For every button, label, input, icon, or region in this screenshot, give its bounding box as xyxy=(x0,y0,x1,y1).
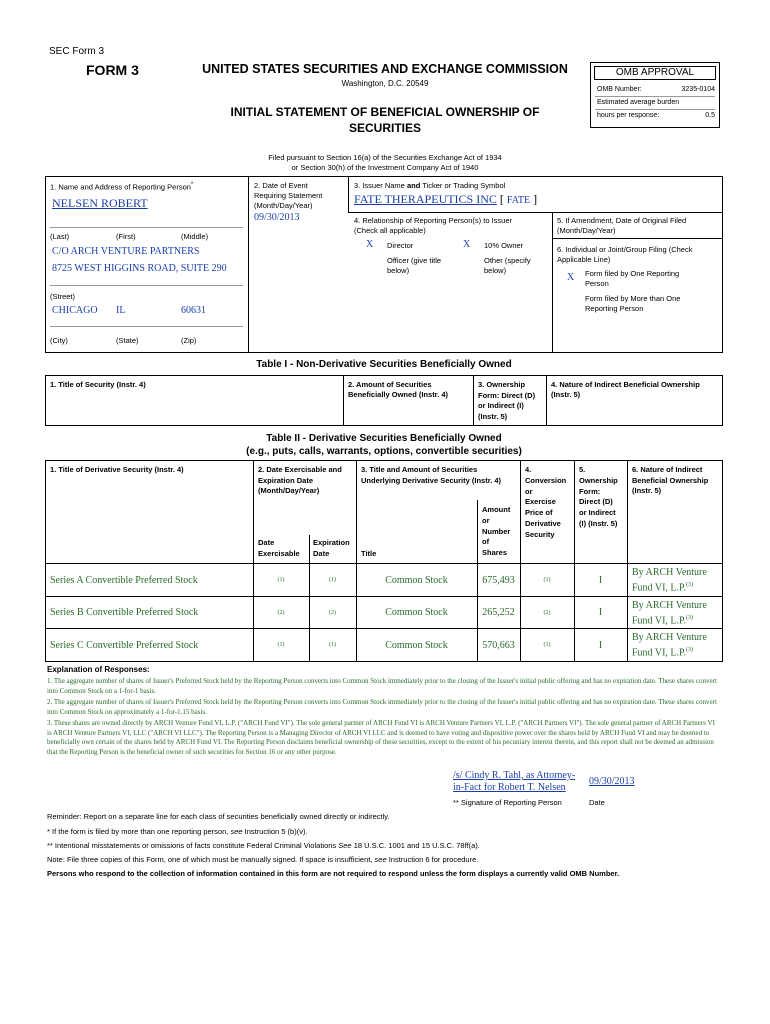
note-text: Note: File three copies of this Form, one of which must be manually signed. If space is insufficient, see Instruction 6 for procedure. xyxy=(47,855,479,864)
omb-number-value: 3235-0104 xyxy=(681,86,715,93)
last-label: (Last) xyxy=(50,232,70,241)
row-expiration: (1) xyxy=(329,577,336,583)
signature-label: ** Signature of Reporting Person xyxy=(453,798,562,807)
event-date-label: 2. Date of Event Requiring Statement (Month/Day/Year) xyxy=(254,181,323,210)
t2-col-dates: 2. Date Exercisable and Expiration Date (Month/Day/Year) xyxy=(258,465,342,495)
commission-location: Washington, D.C. 20549 xyxy=(341,79,429,88)
omb-approval-box xyxy=(590,62,720,128)
ten-percent-owner-checkmark: X xyxy=(463,239,471,250)
row-security: Series A Convertible Preferred Stock xyxy=(50,574,198,586)
row-exercisable: (1) xyxy=(277,642,285,648)
row-shares: 675,493 xyxy=(482,574,515,586)
amendment-label: 5. If Amendment, Date of Original Filed (Month/Day/Year) xyxy=(557,216,687,235)
filed-pursuant-2: or Section 30(h) of the Investment Company Act of 1940 xyxy=(291,163,479,172)
one-person-label: Form filed by One Reporting Person xyxy=(585,269,680,288)
explanation-notes xyxy=(47,677,717,757)
t1-col-amount: 2. Amount of Securities Beneficially Owned (Instr. 4) xyxy=(348,380,449,399)
statement-title-2: SECURITIES xyxy=(348,121,421,135)
row-nature: By ARCH Venture Fund VI, L.P.$^{(3)}$ xyxy=(632,632,707,659)
t2-col-underlying: 3. Title and Amount of Securities Underlying Derivative Security (Instr. 4) xyxy=(361,465,502,485)
row-price: (1) xyxy=(543,577,551,583)
omb-hours-label: hours per response: xyxy=(597,112,660,119)
row-nature: By ARCH Venture Fund VI, L.P.$^{(3)}$ xyxy=(632,600,707,627)
state-label: (State) xyxy=(116,336,139,345)
footnote-2: 2. The aggregate number of shares of Issuer's Preferred Stock held by the Reporting Person converts into Common Stock immediately prior to the closing of the Issuer's initial public offering and has no expiration date. These shares convert into Common Stock on approximately a 1-for-1.15 basis. xyxy=(47,698,717,716)
row-price: (2) xyxy=(543,609,551,616)
row-security: Series C Convertible Preferred Stock xyxy=(50,639,199,651)
signature-date: 09/30/2013 xyxy=(589,776,635,787)
reminder-text: Reminder: Report on a separate line for each class of securities beneficially owned directly or indirectly. xyxy=(47,812,390,821)
first-label: (First) xyxy=(116,232,136,241)
other-label: Other (specify below) xyxy=(484,256,531,275)
footnote-3: 3. These shares are owned directly by ARCH Venture Fund VI, L.P. ("ARCH Fund VI"). The sole general partner of ARCH Fund VI is ARCH Venture Partners VI, L.P. ("ARCH Partners VI"). The sole general partner of ARCH Partners VI is ARCH Venture Partners VI, LLC ("ARCH VI LLC"). The Reporting Person is a Managing Director of ARCH VI LLC and is deemed to have voting and dispositive power over the shares held by ARCH Fund VI and may be deemed to beneficially own certain of the shares held by ARCH Fund VI. The Reporting Person disclaims beneficial ownership of these securities, except to the extent of his pecuniary interest therein, and this report shall not be deemed an admission that the Reporting Person is the beneficial owner of such securities for Section 16 or any other purpose. xyxy=(47,719,715,756)
explanation-title: Explanation of Responses: xyxy=(47,665,150,674)
zip-value: 60631 xyxy=(181,305,206,316)
table-2-title-1: Table II - Derivative Securities Beneficially Owned xyxy=(266,433,502,444)
t2-subcol-exercisable: Date Exercisable xyxy=(258,538,300,558)
signature-date-label: Date xyxy=(589,798,605,807)
more-persons-label: Form filed by More than One Reporting Person xyxy=(585,294,681,313)
row-title: Common Stock xyxy=(385,607,448,618)
director-label: Director xyxy=(387,241,414,250)
issuer-label: 3. Issuer Name and Ticker or Trading Symbol xyxy=(354,181,506,190)
omb-hours-value: 0.5 xyxy=(705,112,715,119)
footnote-1: 1. The aggregate number of shares of Issuer's Preferred Stock held by the Reporting Person converts into Common Stock immediately prior to the closing of the Issuer's initial public offering and has no expiration date. These shares convert into Common Stock on a 1-for-1 basis. xyxy=(47,677,717,695)
director-checkmark: X xyxy=(366,239,374,250)
signature-link[interactable]: /s/ Cindy R. Tahl, as Attorney- in-Fact for Robert T. Nelsen xyxy=(453,770,576,793)
row-title: Common Stock xyxy=(385,574,448,586)
t2-col-conversion: 4. Conversion or Exercise Price of Derivative Security xyxy=(525,465,567,539)
relationship-label: 4. Relationship of Reporting Person(s) to Issuer (Check all applicable) xyxy=(354,216,512,235)
footnote-double-star: ** Intentional misstatements or omissions of facts constitute Federal Criminal Violations See 18 U.S.C. 1001 and 15 U.S.C. 78ff(a). xyxy=(47,841,480,850)
sec-form-label: SEC Form 3 xyxy=(49,46,105,57)
street-label: (Street) xyxy=(50,292,76,301)
t1-col-nature: 4. Nature of Indirect Beneficial Ownership (Instr. 5) xyxy=(551,380,700,399)
t2-subcol-title: Title xyxy=(361,549,377,558)
omb-disclaimer: Persons who respond to the collection of information contained in this form are not required to respond unless the form displays a currently valid OMB Number. xyxy=(47,869,620,878)
row-security: Series B Convertible Preferred Stock xyxy=(50,607,199,618)
officer-label: Officer (give title below) xyxy=(387,256,442,275)
table-1-title: Table I - Non-Derivative Securities Beneficially Owned xyxy=(256,359,512,370)
row-exercisable: (2) xyxy=(277,609,285,616)
row-expiration: (2) xyxy=(329,609,336,616)
filed-pursuant-1: Filed pursuant to Section 16(a) of the Securities Exchange Act of 1934 xyxy=(268,153,502,162)
address-line-1: C/O ARCH VENTURE PARTNERS xyxy=(52,246,200,257)
zip-label: (Zip) xyxy=(181,336,197,345)
event-date-value: 09/30/2013 xyxy=(254,212,300,223)
city-label: (City) xyxy=(50,336,68,345)
row-form: I xyxy=(598,639,603,651)
issuer-name: FATE THERAPEUTICS INC [ FATE ] xyxy=(354,192,538,206)
t2-col-title: 1. Title of Derivative Security (Instr. 4) xyxy=(50,465,184,474)
row-expiration: (1) xyxy=(329,642,336,648)
city-value: CHICAGO xyxy=(52,305,98,316)
row-form: I xyxy=(598,574,603,586)
t1-col-ownership: 3. Ownership Form: Direct (D) or Indirect (I) (Instr. 5) xyxy=(478,380,536,421)
state-value: IL xyxy=(116,305,126,316)
row-exercisable: (1) xyxy=(277,577,285,583)
row-shares: 265,252 xyxy=(482,607,515,618)
omb-approval-title: OMB APPROVAL xyxy=(594,66,716,80)
row-form: I xyxy=(598,607,603,618)
t2-subcol-expiration: Expiration Date xyxy=(313,538,350,558)
footnote-single-star: * If the form is filed by more than one reporting person, see Instruction 5 (b)(v). xyxy=(47,827,308,836)
omb-burden-label: Estimated average burden xyxy=(597,99,680,106)
row-nature: By ARCH Venture Fund VI, L.P.$^{(3)}$ xyxy=(632,567,707,594)
form-label: FORM 3 xyxy=(86,62,139,78)
table-2-title-2: (e.g., puts, calls, warrants, options, convertible securities) xyxy=(246,446,522,457)
one-person-checkmark: X xyxy=(567,272,575,283)
address-line-2: 8725 WEST HIGGINS ROAD, SUITE 290 xyxy=(52,263,227,274)
omb-number-label: OMB Number: xyxy=(597,86,642,93)
t2-subcol-amount: Amount or Number of Shares xyxy=(482,505,511,558)
t2-col-nature: 6. Nature of Indirect Beneficial Ownership (Instr. 5) xyxy=(632,465,709,495)
issuer-name-link[interactable]: FATE THERAPEUTICS INC xyxy=(354,192,497,206)
ten-percent-owner-label: 10% Owner xyxy=(484,241,524,250)
reporting-person-name-link[interactable]: NELSEN ROBERT xyxy=(52,196,148,210)
row-shares: 570,663 xyxy=(482,639,515,651)
statement-title-1: INITIAL STATEMENT OF BENEFICIAL OWNERSHIP OF xyxy=(230,105,540,119)
row-title: Common Stock xyxy=(385,639,448,651)
middle-label: (Middle) xyxy=(181,232,209,241)
commission-title: UNITED STATES SECURITIES AND EXCHANGE COMMISSION xyxy=(202,62,568,76)
reporting-person-label: 1. Name and Address of Reporting Person* xyxy=(50,182,194,192)
row-price: (1) xyxy=(543,642,551,648)
ticker-symbol: FATE xyxy=(506,195,531,206)
filing-type-label: 6. Individual or Joint/Group Filing (Check Applicable Line) xyxy=(557,245,693,264)
t2-col-ownership: 5. Ownership Form: Direct (D) or Indirect (I) (Instr. 5) xyxy=(579,465,618,528)
t1-col-title: 1. Title of Security (Instr. 4) xyxy=(50,380,146,389)
